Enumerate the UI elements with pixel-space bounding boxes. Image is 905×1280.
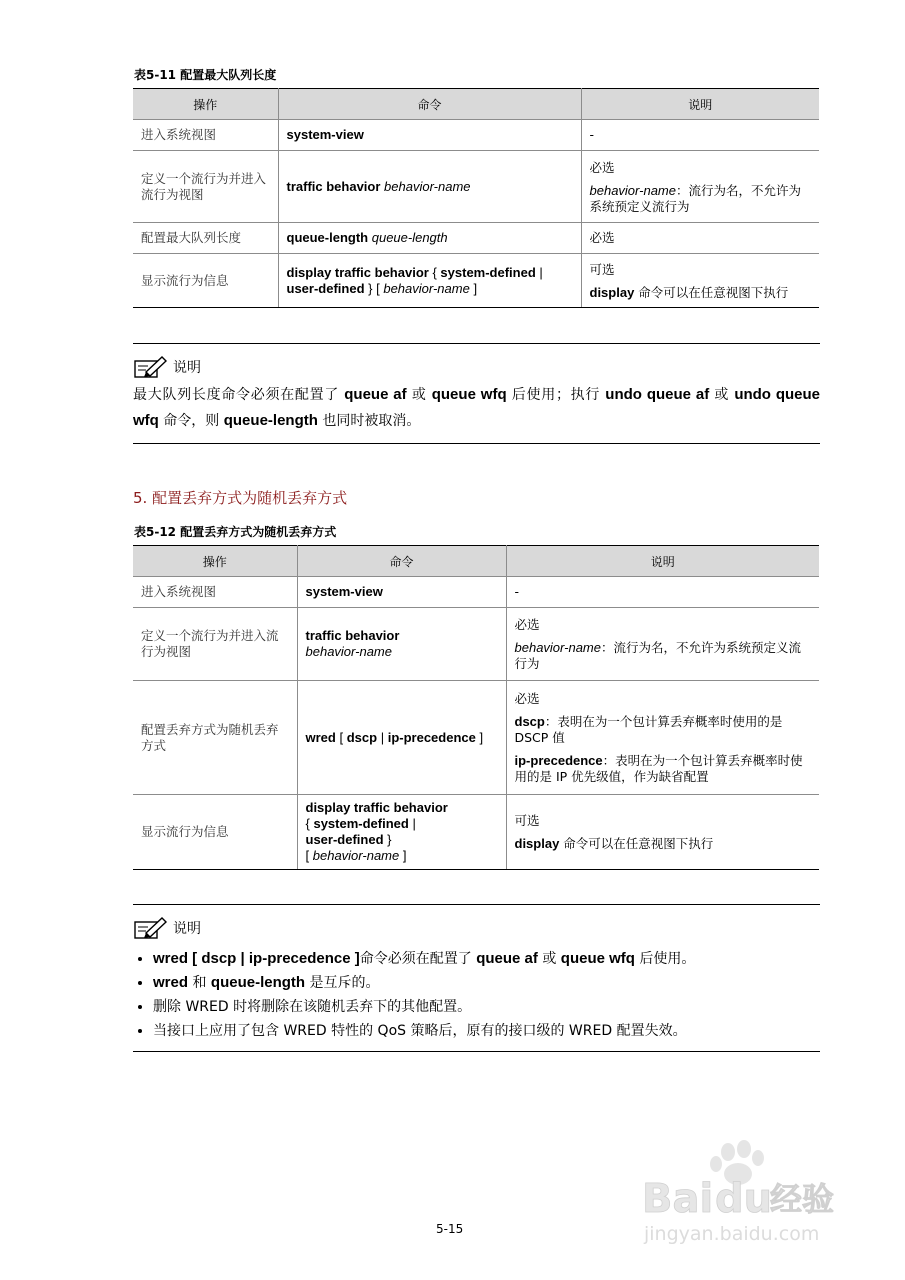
page-number: 5-15 [436, 1222, 464, 1236]
command-cell: system-view [297, 577, 506, 608]
param-description: display 命令可以在任意视图下执行 [514, 836, 714, 851]
command-keyword: traffic behavior [286, 178, 381, 194]
command-variable: queue-length [371, 230, 448, 245]
header-command: 命令 [297, 546, 506, 577]
operation-cell: 显示流行为信息 [133, 254, 278, 308]
list-item: • 当接口上应用了包含 WRED 特性的 QoS 策略后，原有的接口级的 WRED 配置失效。 [153, 1019, 820, 1043]
param-description: behavior-name：流行为名，不允许为系统预定义流行为 [589, 182, 801, 214]
description-cell: 必选 [581, 223, 819, 254]
table-caption: 表5-12 配置丢弃方式为随机丢弃方式 [134, 525, 337, 539]
table-row [133, 681, 819, 795]
note-bullet-list [133, 947, 820, 1043]
note-header [133, 913, 820, 943]
command-cell [278, 223, 581, 254]
command-cell: wred [ dscp | ip-precedence ] [297, 681, 506, 795]
svg-text:jingyan.baidu.com: jingyan.baidu.com [644, 1223, 820, 1245]
header-command: 命令 [278, 89, 581, 120]
note-box [133, 904, 820, 1052]
optional-label: 可选 [514, 813, 540, 828]
operation-cell: 进入系统视图 [133, 577, 297, 608]
table-caption: 表5-11 配置最大队列长度 [134, 68, 277, 82]
operation-cell: 进入系统视图 [133, 120, 278, 151]
operation-cell: 配置丢弃方式为随机丢弃方式 [133, 681, 297, 795]
svg-text:经验: 经验 [770, 1180, 835, 1218]
required-label: 必选 [514, 617, 540, 632]
table-row [133, 577, 819, 608]
header-description: 说明 [506, 546, 819, 577]
required-label: 必选 [514, 691, 540, 706]
operation-cell: 定义一个流行为并进入流行为视图 [133, 151, 278, 223]
description-cell [506, 681, 819, 795]
note-pencil-icon [133, 915, 167, 941]
list-item: • wred [ dscp | ip-precedence ]命令必须在配置了 queue af 或 queue wfq 后使用。 [153, 947, 820, 971]
section-title: 5. 配置丢弃方式为随机丢弃方式 [133, 489, 348, 507]
command-cell: display traffic behavior { system-defined | user-defined } [ behavior-name ] [297, 795, 506, 870]
description-cell [506, 795, 819, 870]
param-description: display 命令可以在任意视图下执行 [589, 284, 789, 300]
operation-cell: 定义一个流行为并进入流行为视图 [133, 608, 297, 681]
header-operation: 操作 [133, 89, 278, 120]
list-item: • 删除 WRED 时将删除在该随机丢弃下的其他配置。 [153, 995, 820, 1019]
command-cell: display traffic behavior { system-defined | user-defined } [ behavior-name ] [278, 254, 581, 308]
note-title: 说明 [173, 921, 201, 937]
command-cell: traffic behavior behavior-name [297, 608, 506, 681]
baidu-jingyan-watermark-logo [640, 1140, 860, 1250]
operation-cell: 配置最大队列长度 [133, 223, 278, 254]
note-text: 最大队列长度命令必须在配置了 queue af 或 queue wfq 后使用；执行 undo queue af 或 undo queue wfq 命令，则 queue-length 也同时被取消。 [133, 386, 821, 429]
command-cell [278, 120, 581, 151]
table-row [133, 151, 819, 223]
command-keyword: system-view [286, 127, 364, 142]
header-description: 说明 [581, 89, 819, 120]
table-row [133, 254, 819, 308]
table-row [133, 608, 819, 681]
description-cell [581, 254, 819, 308]
note-title: 说明 [173, 360, 201, 376]
operation-cell: 显示流行为信息 [133, 795, 297, 870]
table-row [133, 223, 819, 254]
header-operation: 操作 [133, 546, 297, 577]
description-cell: - [506, 577, 819, 608]
svg-text:Bai: Bai [642, 1176, 714, 1222]
command-cell [278, 151, 581, 223]
description-cell [506, 608, 819, 681]
table-row [133, 120, 819, 151]
param-description: ip-precedence：表明在为一个包计算丢弃概率时使用的是 IP 优先级值，作为缺省配置 [514, 753, 803, 784]
note-pencil-icon [133, 354, 167, 380]
note-box [133, 343, 820, 444]
svg-text:du: du [715, 1176, 773, 1222]
table-header-row [133, 89, 819, 120]
config-table-wred [133, 545, 819, 870]
required-label: 必选 [589, 159, 615, 175]
description-cell [581, 151, 819, 223]
config-table-max-queue-length [133, 88, 819, 308]
description-cell: - [581, 120, 819, 151]
note-header [133, 352, 820, 382]
param-description: behavior-name：流行为名，不允许为系统预定义流行为 [514, 640, 801, 671]
table-row [133, 795, 819, 870]
table-header-row [133, 546, 819, 577]
list-item: • wred 和 queue-length 是互斥的。 [153, 971, 820, 995]
param-description: dscp：表明在为一个包计算丢弃概率时使用的是 DSCP 值 [514, 714, 783, 745]
optional-label: 可选 [589, 261, 615, 277]
command-variable: behavior-name [384, 178, 471, 194]
command-keyword: queue-length [286, 230, 369, 245]
